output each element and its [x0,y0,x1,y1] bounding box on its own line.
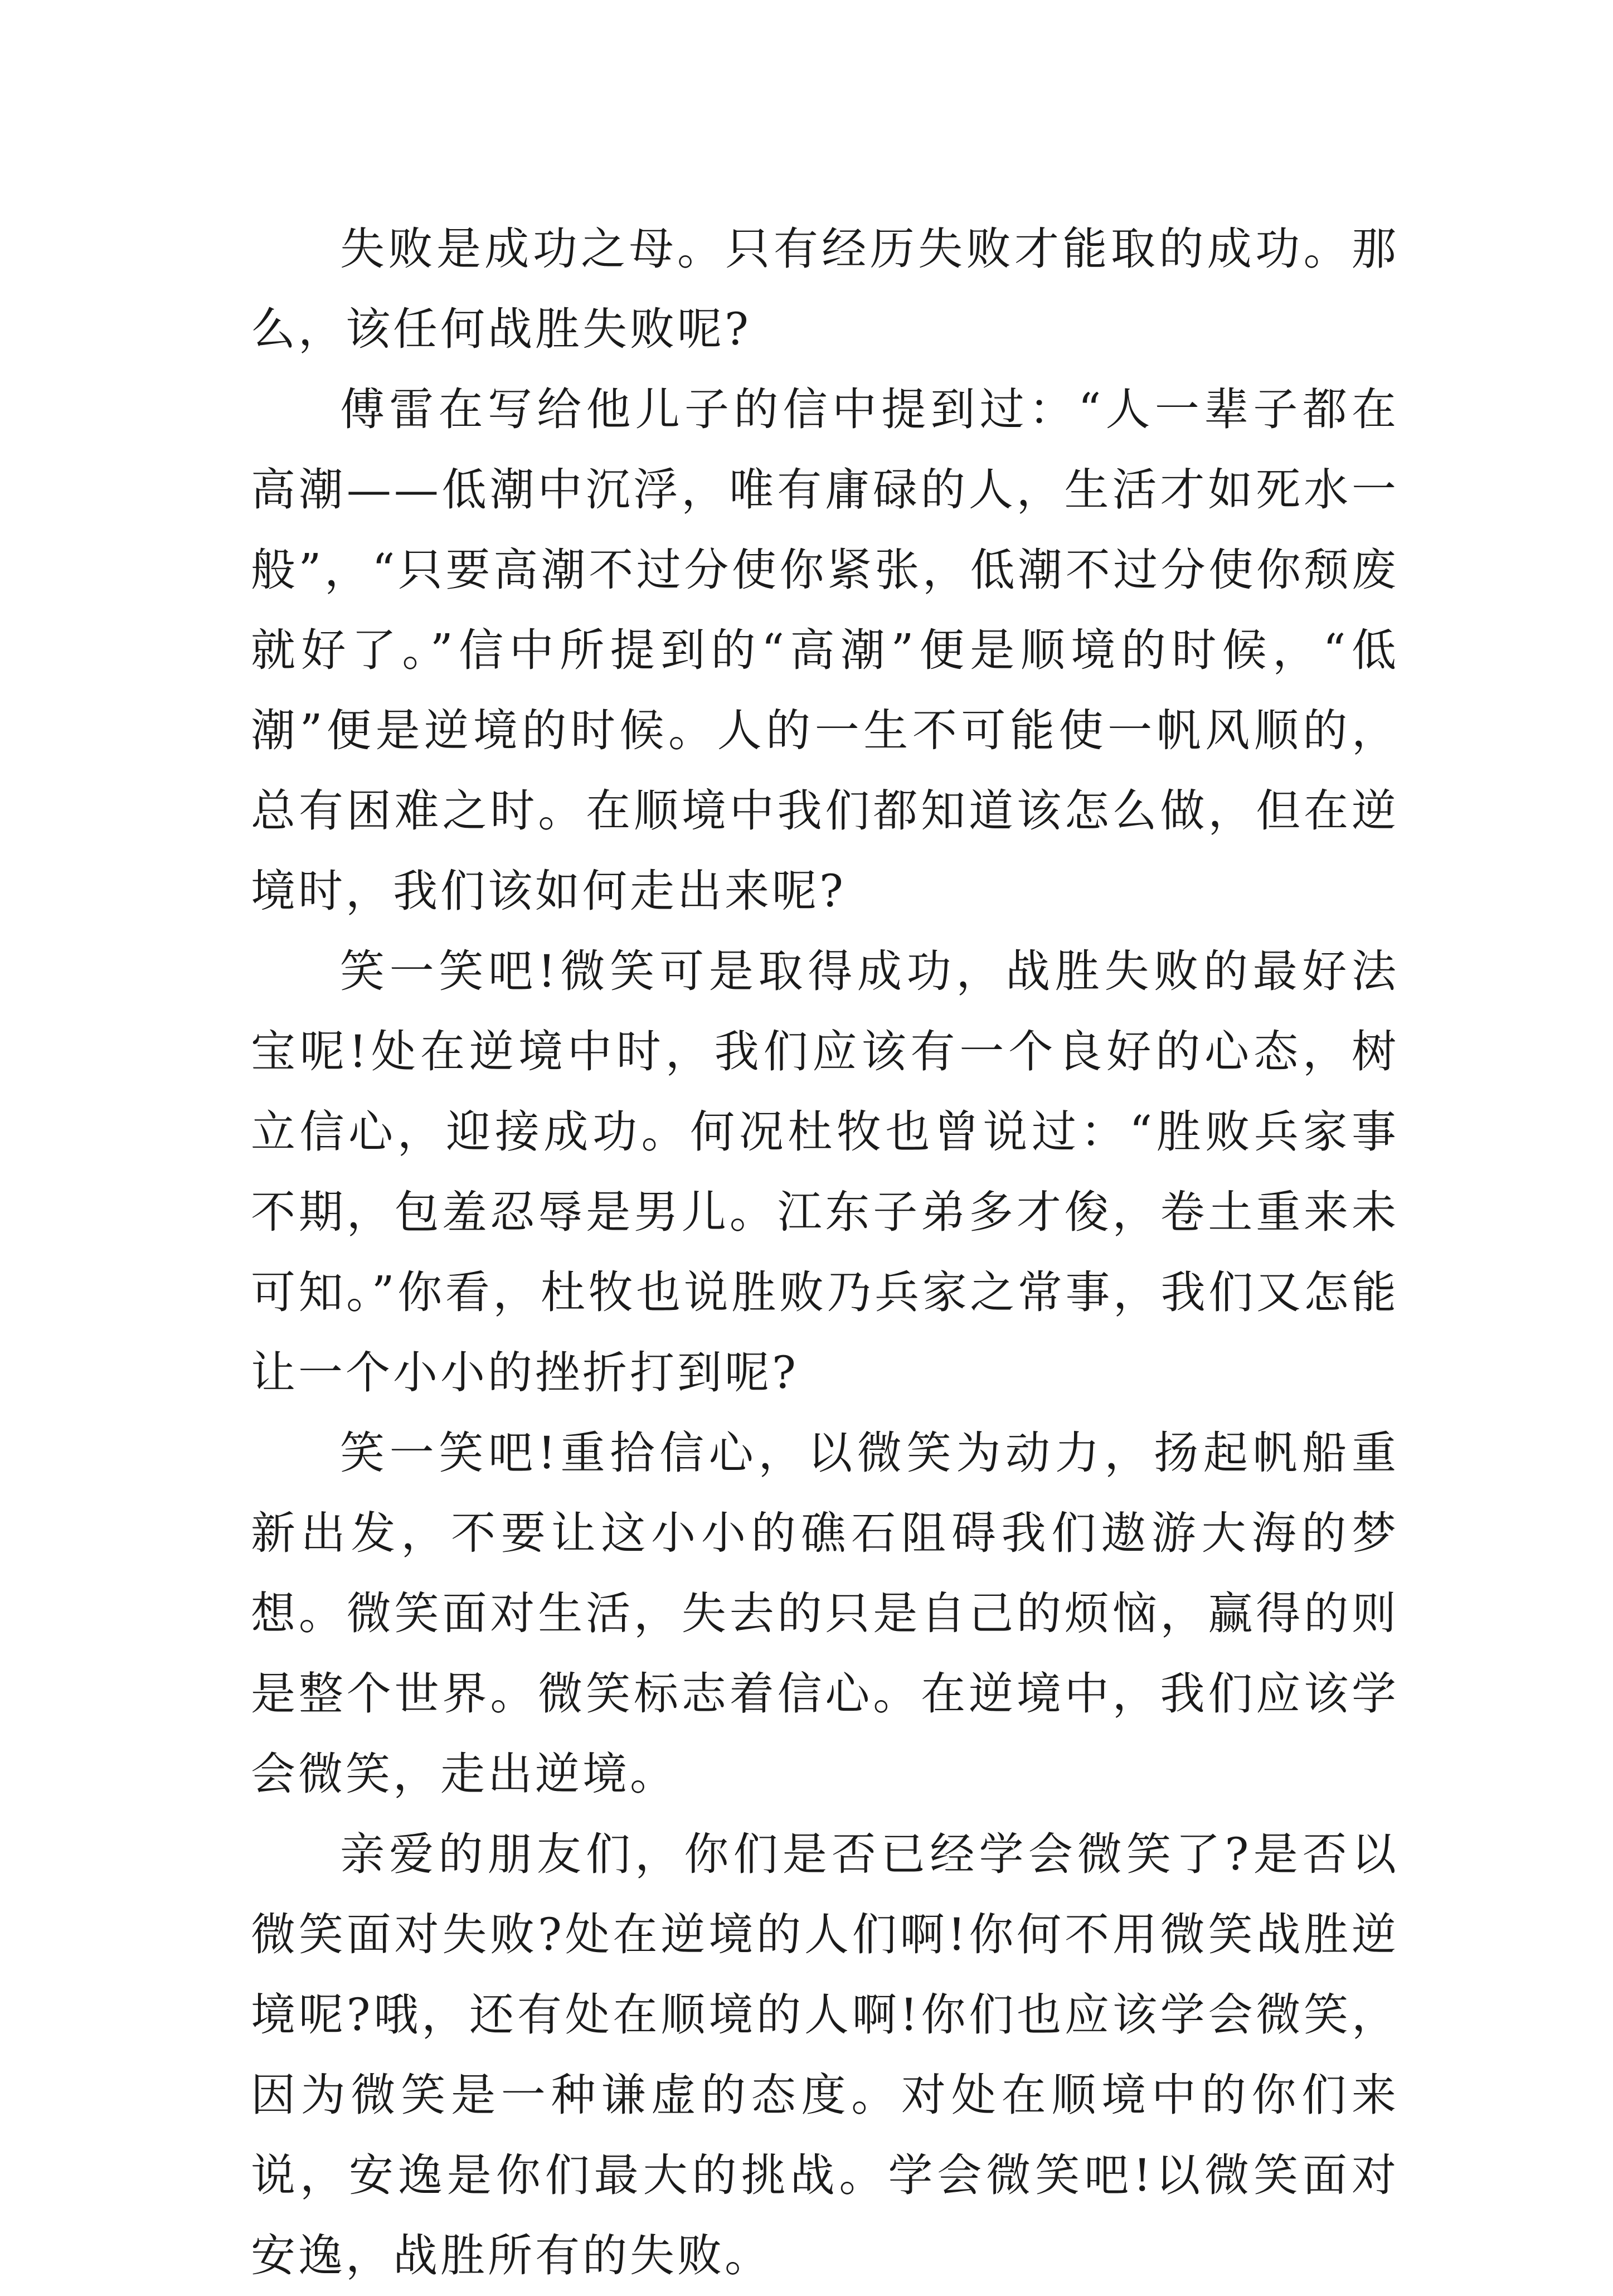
paragraph-2: 傅雷在写给他儿子的信中提到过：“人一辈子都在高潮——低潮中沉浮，唯有庸碌的人，生活才如死水一般”，“只要高潮不过分使你紧张，低潮不过分使你颓废就好了。”信中所提到的“高潮”便是顺境的时候，“低潮”便是逆境的时候。人的一生不可能使一帆风顺的，总有困难之时。在顺境中我们都知道该怎么做，但在逆境时，我们该如何走出来呢? [251,384,1399,917]
paragraph-3: 笑一笑吧!微笑可是取得成功，战胜失败的最好法宝呢!处在逆境中时，我们应该有一个良好的心态，树立信心，迎接成功。何况杜牧也曾说过：“胜败兵家事不期，包羞忍辱是男儿。江东子弟多才俊，卷土重来未可知。”你看，杜牧也说胜败乃兵家之常事，我们又怎能让一个小小的挫折打到呢? [251,945,1399,1399]
paragraph-5: 亲爱的朋友们，你们是否已经学会微笑了?是否以微笑面对失败?处在逆境的人们啊!你何不用微笑战胜逆境呢?哦，还有处在顺境的人啊!你们也应该学会微笑，因为微笑是一种谦虚的态度。对处在顺境中的你们来说，安逸是你们最大的挑战。学会微笑吧!以微笑面对安逸，战胜所有的失败。 [251,1828,1399,2282]
paragraph-1: 失败是成功之母。只有经历失败才能取的成功。那么，该任何战胜失败呢? [251,223,1399,355]
document-body [251,209,1399,2296]
paragraph-4: 笑一笑吧!重拾信心，以微笑为动力，扬起帆船重新出发，不要让这小小的礁石阻碍我们遨游大海的梦想。微笑面对生活，失去的只是自己的烦恼，赢得的则是整个世界。微笑标志着信心。在逆境中，我们应该学会微笑，走出逆境。 [251,1427,1399,1800]
